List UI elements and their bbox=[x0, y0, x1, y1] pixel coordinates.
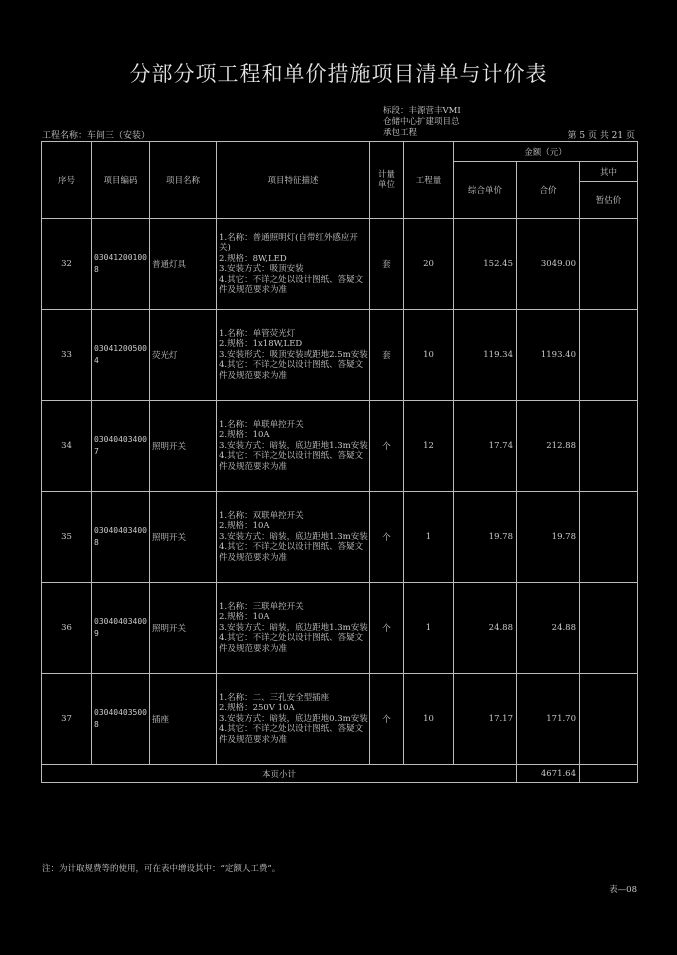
table-row bbox=[42, 583, 638, 674]
project-info bbox=[383, 106, 461, 139]
features-cell bbox=[217, 401, 370, 492]
table-row bbox=[42, 310, 638, 401]
features-cell bbox=[217, 219, 370, 310]
total-cell: 19.78 bbox=[517, 492, 580, 583]
unit-cell: 个 bbox=[370, 401, 404, 492]
feature-line: 1.名称：双联单控开关 bbox=[219, 510, 304, 521]
project-line: 承包工程 bbox=[383, 128, 418, 138]
features-cell bbox=[217, 310, 370, 401]
header-qty: 工程量 bbox=[404, 142, 454, 219]
unit-price-cell: 119.34 bbox=[454, 310, 517, 401]
feature-line: 4.其它：不详之处以设计图纸、答疑文件及规范要求为准 bbox=[219, 633, 364, 654]
feature-line: 3.安装方式：暗装，底边距地0.3m安装 bbox=[219, 713, 368, 724]
total-cell: 171.70 bbox=[517, 674, 580, 765]
provisional-cell bbox=[580, 674, 638, 765]
feature-line: 4.其它：不详之处以设计图纸、答疑文件及规范要求为准 bbox=[219, 274, 364, 295]
total-cell: 3049.00 bbox=[517, 219, 580, 310]
name-cell: 照明开关 bbox=[150, 583, 217, 674]
qty-cell: 1 bbox=[404, 492, 454, 583]
unit-price-cell: 152.45 bbox=[454, 219, 517, 310]
feature-line: 2.规格：8W,LED bbox=[219, 253, 287, 264]
seq-cell: 33 bbox=[42, 310, 92, 401]
feature-line: 3.安装方式：暗装，底边距地1.3m安装 bbox=[219, 531, 368, 542]
table-row bbox=[42, 219, 638, 310]
header-code: 项目编码 bbox=[92, 142, 150, 219]
feature-line: 1.名称：普通照明灯(自带红外感应开关) bbox=[219, 232, 358, 253]
pricing-table bbox=[41, 141, 638, 783]
name-cell: 普通灯具 bbox=[150, 219, 217, 310]
feature-line: 1.名称：单管荧光灯 bbox=[219, 328, 296, 339]
header-seq: 序号 bbox=[42, 142, 92, 219]
project-line: 标段：丰源营丰VMI bbox=[383, 106, 461, 116]
total-cell: 212.88 bbox=[517, 401, 580, 492]
feature-line: 1.名称：单联单控开关 bbox=[219, 419, 304, 430]
header-amount: 金额（元） bbox=[454, 142, 638, 162]
unit-cell: 个 bbox=[370, 492, 404, 583]
feature-line: 3.安装方式：暗装，底边距地1.3m安装 bbox=[219, 440, 368, 451]
page-title: 分部分项工程和单价措施项目清单与计价表 bbox=[129, 62, 548, 86]
seq-cell: 32 bbox=[42, 219, 92, 310]
header-of-which: 其中 bbox=[580, 162, 638, 182]
provisional-cell bbox=[580, 583, 638, 674]
unit-cell: 套 bbox=[370, 219, 404, 310]
name-cell: 插座 bbox=[150, 674, 217, 765]
feature-line: 2.规格：1x18W,LED bbox=[219, 339, 303, 350]
unit-price-cell: 19.78 bbox=[454, 492, 517, 583]
qty-cell: 10 bbox=[404, 674, 454, 765]
unit-cell: 个 bbox=[370, 583, 404, 674]
unit-cell: 个 bbox=[370, 674, 404, 765]
subtotal-provisional bbox=[580, 765, 638, 783]
code-cell: 030404034007 bbox=[92, 401, 150, 492]
feature-line: 2.规格：10A bbox=[219, 612, 270, 623]
project-line: 仓储中心扩建项目总 bbox=[383, 117, 460, 127]
subtotal-value: 4671.64 bbox=[517, 765, 580, 783]
page-code: 表—08 bbox=[609, 885, 637, 895]
footnote: 注：为计取规费等的使用，可在表中增设其中：“定额人工费”。 bbox=[42, 864, 281, 874]
feature-line: 4.其它：不详之处以设计图纸、答疑文件及规范要求为准 bbox=[219, 360, 364, 381]
feature-line: 1.名称：二、三孔安全型插座 bbox=[219, 692, 330, 703]
header-name: 项目名称 bbox=[150, 142, 217, 219]
qty-cell: 20 bbox=[404, 219, 454, 310]
feature-line: 1.名称：三联单控开关 bbox=[219, 601, 304, 612]
feature-line: 4.其它：不详之处以设计图纸、答疑文件及规范要求为准 bbox=[219, 451, 364, 472]
header-provisional: 暂估价 bbox=[580, 182, 638, 219]
qty-cell: 10 bbox=[404, 310, 454, 401]
provisional-cell bbox=[580, 219, 638, 310]
feature-line: 4.其它：不详之处以设计图纸、答疑文件及规范要求为准 bbox=[219, 542, 364, 563]
feature-line: 2.规格：10A bbox=[219, 521, 270, 532]
provisional-cell bbox=[580, 492, 638, 583]
header-total: 合价 bbox=[517, 162, 580, 219]
table-row bbox=[42, 674, 638, 765]
unit-price-cell: 24.88 bbox=[454, 583, 517, 674]
header-features: 项目特征描述 bbox=[217, 142, 370, 219]
total-cell: 1193.40 bbox=[517, 310, 580, 401]
feature-line: 3.安装形式：吸顶安装或距地2.5m安装 bbox=[219, 349, 368, 360]
feature-line: 2.规格：250V 10A bbox=[219, 703, 295, 714]
seq-cell: 36 bbox=[42, 583, 92, 674]
unit-price-cell: 17.17 bbox=[454, 674, 517, 765]
table-row bbox=[42, 492, 638, 583]
seq-cell: 37 bbox=[42, 674, 92, 765]
provisional-cell bbox=[580, 310, 638, 401]
seq-cell: 35 bbox=[42, 492, 92, 583]
provisional-cell bbox=[580, 401, 638, 492]
code-cell: 030404034008 bbox=[92, 492, 150, 583]
features-cell bbox=[217, 492, 370, 583]
code-cell: 030412005004 bbox=[92, 310, 150, 401]
name-cell: 照明开关 bbox=[150, 401, 217, 492]
features-cell bbox=[217, 583, 370, 674]
header-unit: 计量单位 bbox=[370, 142, 404, 219]
code-cell: 030404035008 bbox=[92, 674, 150, 765]
qty-cell: 12 bbox=[404, 401, 454, 492]
qty-cell: 1 bbox=[404, 583, 454, 674]
feature-line: 3.安装方式：吸顶安装 bbox=[219, 264, 304, 274]
features-cell bbox=[217, 674, 370, 765]
code-cell: 030404034009 bbox=[92, 583, 150, 674]
feature-line: 4.其它：不详之处以设计图纸、答疑文件及规范要求为准 bbox=[219, 724, 364, 745]
feature-line: 2.规格：10A bbox=[219, 430, 270, 441]
seq-cell: 34 bbox=[42, 401, 92, 492]
name-cell: 荧光灯 bbox=[150, 310, 217, 401]
subtotal-label: 本页小计 bbox=[42, 765, 517, 783]
page-info: 第 5 页 共 21 页 bbox=[567, 131, 635, 141]
feature-line: 3.安装方式：暗装，底边距地1.3m安装 bbox=[219, 622, 368, 633]
table-row bbox=[42, 401, 638, 492]
code-cell: 030412001008 bbox=[92, 219, 150, 310]
unit-price-cell: 17.74 bbox=[454, 401, 517, 492]
name-cell: 照明开关 bbox=[150, 492, 217, 583]
total-cell: 24.88 bbox=[517, 583, 580, 674]
unit-cell: 套 bbox=[370, 310, 404, 401]
project-name-label: 工程名称：车间三（安装） bbox=[42, 131, 151, 141]
header-unit-price: 综合单价 bbox=[454, 162, 517, 219]
